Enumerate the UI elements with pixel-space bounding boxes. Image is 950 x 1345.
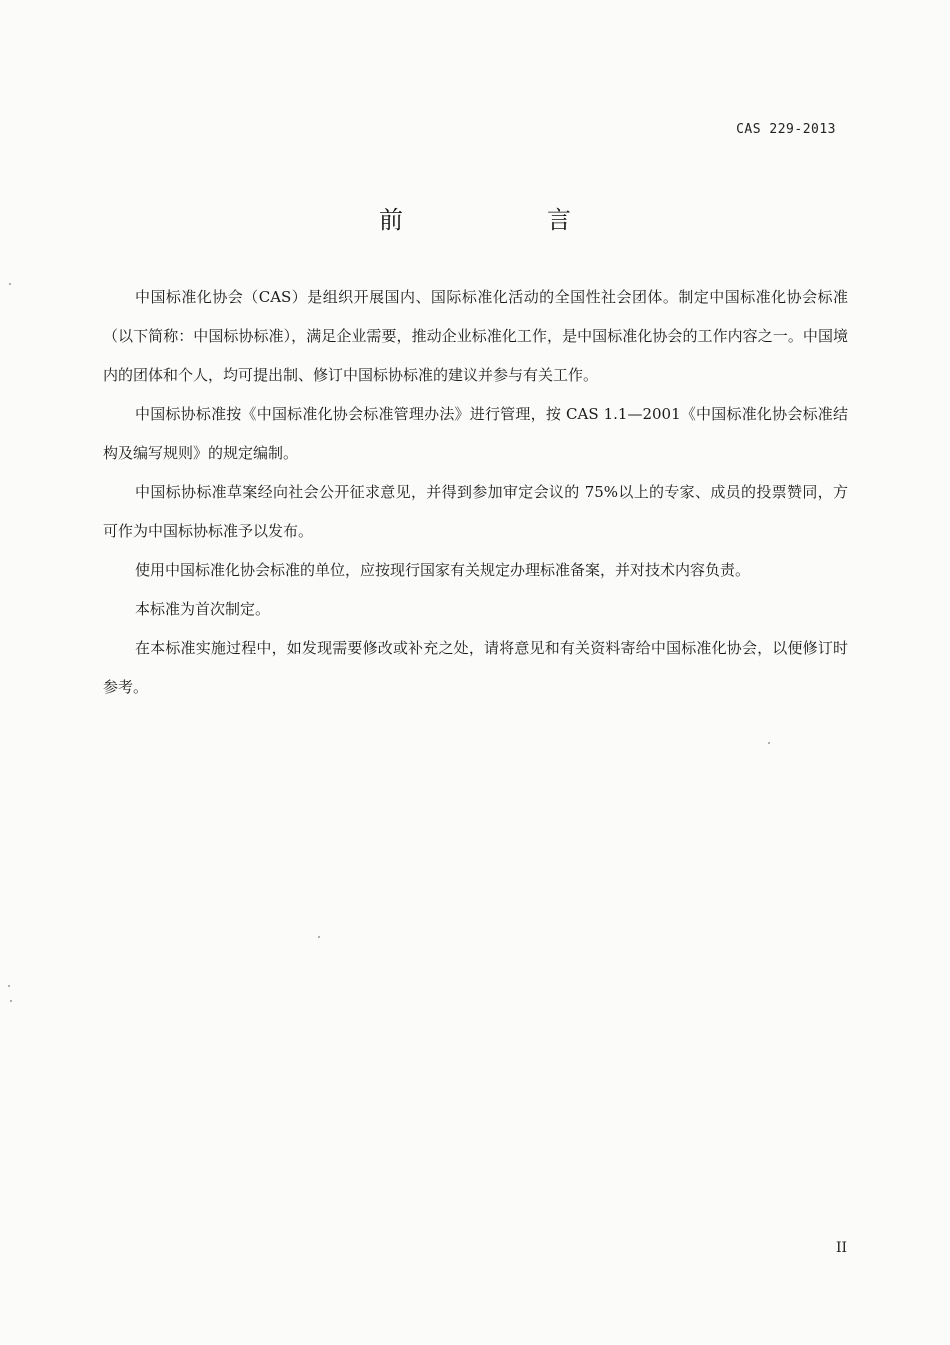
paragraph: 使用中国标准化协会标准的单位，应按现行国家有关规定办理标准备案，并对技术内容负责。 — [135, 561, 751, 579]
paragraph: 中国标协标准按《中国标准化协会标准管理办法》进行管理，按 CAS 1.1—2001《中国标准化协会标准结构及编写规则》的规定编制。 — [103, 405, 848, 462]
paragraph: 中国标准化协会（CAS）是组织开展国内、国际标准化活动的全国性社会团体。制定中国标准化协会标准（以下简称：中国标协标准），满足企业需要，推动企业标准化工作，是中国标准化协会的工作内容之一。中国境内的团体和个人，均可提出制、修订中国标协标准的建议并参与有关工作。 — [103, 288, 848, 384]
paragraph: 在本标准实施过程中，如发现需要修改或补充之处，请将意见和有关资料寄给中国标准化协会，以便修订时参考。 — [103, 639, 848, 696]
scan-speck — [318, 936, 320, 938]
page-title: 前 言 — [379, 206, 631, 234]
paragraph: 本标准为首次制定。 — [135, 600, 271, 618]
scan-speck — [768, 742, 770, 744]
page-number: II — [835, 1240, 847, 1256]
scan-speck — [9, 283, 11, 285]
paragraph: 中国标协标准草案经向社会公开征求意见，并得到参加审定会议的 75%以上的专家、成员的投票赞同，方可作为中国标协标准予以发布。 — [103, 483, 848, 540]
standard-code: CAS 229-2013 — [736, 122, 836, 137]
foreword-body — [103, 278, 848, 707]
scan-speck — [8, 985, 10, 987]
scan-speck — [10, 1000, 12, 1002]
